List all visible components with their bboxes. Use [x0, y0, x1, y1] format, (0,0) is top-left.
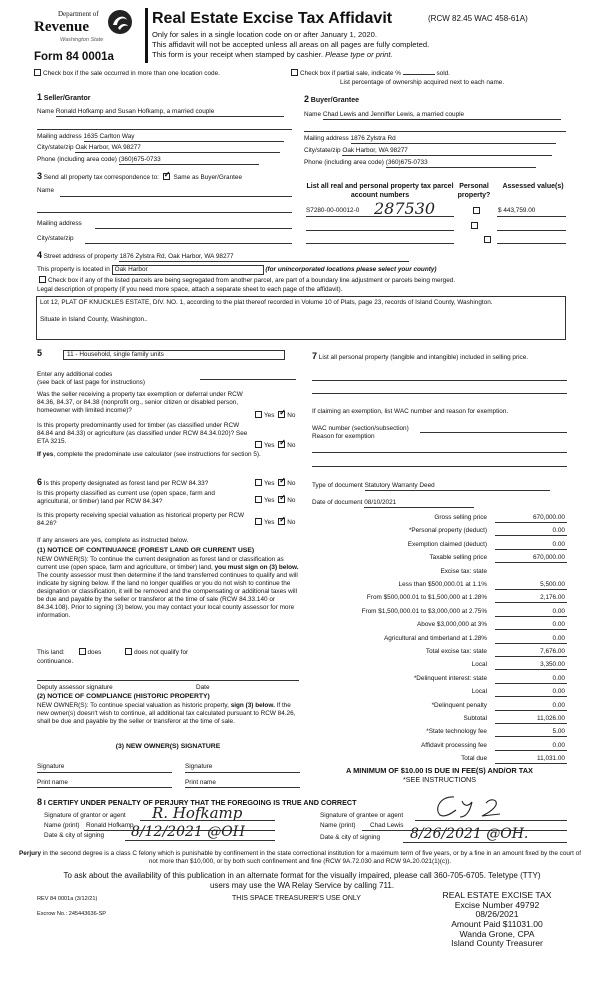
tax-row-label: Exemption claimed (deduct): [407, 540, 487, 548]
grantee-sig-line[interactable]: [415, 820, 567, 821]
wac-line[interactable]: [420, 432, 567, 433]
exemption-label: If claiming an exemption, list WAC number and reason for exemption.: [312, 408, 509, 415]
tax-row-label: Gross selling price: [434, 514, 487, 521]
perjury-notice: Perjury in the second degree is a class C felony which is punishable by confinement in the state correctional institution for a maximum term of five years, or by a fine in an amount fixed by the court of not more than $10,000, or by both such confinement and fine (RCW 9A.72.030 and RCW 9A.20.021(1)(c)).: [19, 850, 581, 865]
section3-mailing-row: Mailing address: [37, 220, 82, 227]
historic-no-checkbox[interactable]: [278, 518, 285, 525]
new-owner-sig-heading: (3) NEW OWNER(S) SIGNATURE: [115, 743, 221, 750]
tax-row: [312, 567, 567, 579]
assessed-line-3: [497, 243, 566, 244]
historic-heading: (2) NOTICE OF COMPLIANCE (HISTORIC PROPERTY): [37, 693, 210, 700]
tax-row-value[interactable]: 7,676.00: [495, 648, 567, 657]
tax-row-label: Less than $500,000.01 at 1.1%: [398, 581, 487, 588]
location-select[interactable]: Oak Harbor: [112, 265, 264, 275]
escrow-number: Escrow No.: 245443636-SP: [37, 911, 107, 917]
grantee-name-label: Name (print): [320, 822, 356, 829]
segregated-check: Check box if any of the listed parcels are being segregated from another parcel, are part of a boundary line adjustment or parcels being merged.: [37, 276, 577, 285]
grantor-signature: R. Hofkamp: [152, 804, 243, 822]
form-rcw: (RCW 82.45 WAC 458-61A): [428, 14, 528, 23]
new-owner-sig-line-2[interactable]: [185, 772, 300, 773]
doc-type-row: Type of document Statutory Warranty Deed: [312, 482, 550, 491]
parcel-line-2: [306, 230, 454, 231]
tax-row-value[interactable]: 5.00: [495, 728, 567, 737]
new-owner-sig-1: Signature: [37, 763, 65, 770]
tax-row-label: Taxable selling price: [429, 554, 487, 562]
section3-city-row: City/state/zip: [37, 235, 74, 242]
section4-street: 4 Street address of property 1876 Zylstra Rd, Oak Harbor, WA 98277: [37, 250, 409, 262]
assessed-line-1: [497, 216, 566, 217]
tax-row: [312, 701, 567, 713]
doc-date-field[interactable]: 08/10/2021: [364, 499, 474, 508]
tax-row: [312, 593, 567, 605]
tax-row: [312, 553, 567, 565]
section8-heading: 8 I CERTIFY UNDER PENALTY OF PERJURY THAT THE FOREGOING IS TRUE AND CORRECT: [37, 797, 357, 807]
parcel-col1-header: List all real and personal property tax parcel account numbers: [306, 183, 454, 199]
grantor-name-label: Name (print): [44, 822, 80, 829]
buyer-heading: 2 Buyer/Grantee: [304, 94, 360, 104]
parcel-col2-header: Personal property?: [457, 183, 491, 199]
tax-row-label: From $500,000.01 to $1,500,000 at 1.28%: [366, 594, 487, 602]
section5-heading: 5: [37, 348, 43, 358]
tax-row-label: Affidavit processing fee: [421, 741, 487, 749]
q2-no-checkbox[interactable]: [278, 441, 285, 448]
deputy-signature-line[interactable]: [37, 680, 299, 681]
buyer-name-field[interactable]: Chad Lewis and Jenniffer Lewis, a married couple: [323, 111, 561, 120]
tax-row-label: *Personal property (deduct): [408, 527, 487, 535]
buyer-extra-line: [304, 131, 566, 132]
forest-no-checkbox[interactable]: [278, 479, 285, 486]
legal-label: Legal description of property (if you need more space, attach a separate sheet to each page of the affidavit).: [37, 286, 343, 293]
doc-date-row: Date of document 08/10/2021: [312, 499, 474, 508]
tax-row: [312, 754, 567, 766]
tax-row-label: Total excise tax: state: [425, 648, 487, 655]
personal-property-line-1[interactable]: [312, 380, 567, 381]
personal-property-checkbox-1[interactable]: [473, 207, 480, 214]
seller-heading: 1 Seller/Grantor: [37, 92, 91, 102]
tax-row-value[interactable]: 0.00: [495, 635, 567, 644]
use-code-select[interactable]: 11 - Household, single family units: [63, 350, 285, 360]
personal-property-checkbox-2[interactable]: [471, 222, 478, 229]
q2-yes-checkbox[interactable]: [255, 441, 262, 448]
tax-row-value[interactable]: 2,176.00: [495, 594, 567, 603]
header-line3-italic: Please type or print.: [325, 50, 393, 59]
tax-row: [312, 513, 567, 525]
section3-name-row: Name: [37, 187, 55, 194]
alt-format-notice: To ask about the availability of this publication in an alternate format for the visually impaired, please call 360-705-6705. Teletype (TTY) users may use the WA Relay Service by calling 711.: [63, 871, 541, 890]
form-number: Form 84 0001a: [34, 51, 114, 63]
legal-description-2: Situate in Island County, Washington..: [40, 316, 148, 323]
header-line2: This affidavit will not be accepted unless all areas on all pages are fully completed.: [152, 40, 430, 49]
grantor-date[interactable]: 8/12/2021 @OH: [131, 824, 245, 840]
seller-phone-row: Phone (including area code) (360)675-0733: [37, 156, 292, 165]
dept-revenue: Revenue: [34, 19, 89, 35]
continuance-word: continuance.: [37, 658, 74, 665]
grantee-date-label: Date & city of signing: [320, 834, 381, 841]
header-divider: [145, 8, 148, 63]
form-title: Real Estate Excise Tax Affidavit: [152, 10, 393, 27]
revenue-swirl-icon: [106, 8, 134, 36]
tax-row-value[interactable]: 0.00: [495, 621, 567, 630]
tax-row: [312, 674, 567, 686]
section5-q2-answer: Yes ✓ No: [253, 441, 295, 450]
street-address-field[interactable]: 1876 Zylstra Rd, Oak Harbor, WA 98277: [119, 253, 409, 262]
tax-row-label: Above $3,000,000 at 3%: [417, 621, 487, 629]
wac-label: WAC number (section/subsection): [312, 425, 409, 432]
grantee-signature: [430, 793, 525, 819]
section5-if-yes: If yes, complete the predominate use calculator (see instructions for section 5).: [37, 451, 261, 458]
grantee-date-line: [403, 842, 567, 843]
same-as-buyer-checkbox[interactable]: [163, 173, 170, 180]
seller-mailing-row: Mailing address 1635 Carlton Way: [37, 133, 292, 142]
section6-q1: 6 Is this property designated as forest land per RCW 84.33?: [37, 477, 209, 487]
reason-line-1[interactable]: [312, 452, 567, 453]
personal-property-checkbox-3[interactable]: [484, 236, 491, 243]
q1-yes-checkbox[interactable]: [255, 411, 262, 418]
parcel-line-1: [306, 216, 454, 217]
tax-row: [312, 660, 567, 672]
header-line3: This form is your receipt when stamped by cashier. Please type or print.: [152, 50, 393, 59]
land-does-checkbox[interactable]: [79, 648, 86, 655]
land-does-not-checkbox[interactable]: [125, 648, 132, 655]
buyer-phone-field[interactable]: (360)675-0733: [386, 159, 536, 168]
section3-city-line: [85, 243, 292, 244]
tax-row: [312, 714, 567, 726]
tax-row-value[interactable]: 11,031.00: [495, 755, 567, 764]
additional-codes: Enter any additional codes (see back of last page for instructions): [37, 371, 145, 386]
section6-q1-answer: Yes ✓ No: [253, 479, 295, 488]
section5-q1-answer: Yes ✓ No: [253, 411, 295, 420]
segregated-checkbox[interactable]: [39, 276, 46, 283]
tax-row-value[interactable]: 5,500.00: [495, 581, 567, 590]
section6-q3: Is this property receiving special valuation as historical property per RCW 84.26?: [37, 512, 245, 527]
new-owner-print-line-1[interactable]: [37, 787, 172, 788]
grantor-name[interactable]: Ronald Hofkamp: [86, 822, 134, 829]
section6-q3-answer: Yes ✓ No: [253, 518, 295, 527]
doc-type-field[interactable]: Statutory Warranty Deed: [365, 482, 550, 491]
section4-located: This property is located in Oak Harbor (for unincorporated locations please select your county): [37, 266, 437, 273]
parcel-number[interactable]: S7280-00-00012-0: [306, 207, 360, 214]
tax-row: [312, 526, 567, 538]
new-owner-sig-2: Signature: [185, 763, 213, 770]
tax-row-value[interactable]: 670,000.00: [495, 554, 567, 563]
tax-row-label: Subtotal: [463, 715, 487, 722]
tax-row: [312, 580, 567, 592]
tax-row-value[interactable]: 0.00: [495, 675, 567, 684]
new-owner-print-line-2[interactable]: [185, 787, 300, 788]
seller-city-field[interactable]: Oak Harbor, WA 98277: [75, 144, 280, 153]
new-owner-print-1: Print name: [37, 779, 68, 786]
tax-row-value[interactable]: 0.00: [495, 742, 567, 751]
tax-row: [312, 634, 567, 646]
see-instructions: *SEE INSTRUCTIONS: [402, 775, 477, 784]
q1-no-checkbox[interactable]: [278, 411, 285, 418]
multi-location-checkbox[interactable]: [34, 69, 41, 76]
parcel-handwritten: 287530: [374, 199, 436, 218]
seller-extra-line: [37, 129, 292, 130]
continuance-body: NEW OWNER(S): To continue the current designation as forest land or classification as current use (open space, farm and agriculture, or timber) land, you must sign on (3) below. The county assessor must then determine if the land transferred continues to qualify and will indicate by signing below. If the land no longer qualifies or you do not wish to continue the designation or classification, it will be removed and the compensating or additional taxes will be due and payable by the seller or transferor at the time of sale (RCW 84.33.140 or 84.34.108). Prior to signing (3) below, you may contact your local county assessor for more information.: [37, 556, 299, 619]
minimum-due: A MINIMUM OF $10.00 IS DUE IN FEE(S) AND/OR TAX: [346, 766, 533, 775]
partial-percent-field[interactable]: [403, 74, 435, 75]
parcel-col3-header: Assessed value(s): [502, 183, 564, 190]
assessed-line-2: [497, 230, 566, 231]
tax-row: [312, 607, 567, 619]
buyer-mailing-field[interactable]: 1876 Zylstra Rd: [351, 135, 556, 144]
multi-location-check[interactable]: Check box if the sale occurred in more than one location code.: [32, 69, 220, 78]
tax-row-value[interactable]: 670,000.00: [495, 514, 567, 523]
grantor-date-label: Date & city of signing: [44, 832, 105, 839]
section3-name-line2: [37, 212, 292, 213]
reason-label: Reason for exemption: [312, 433, 375, 440]
revenue-logo: [34, 8, 144, 48]
legal-description-box[interactable]: [36, 296, 566, 340]
legal-description-1: Lot 12, PLAT OF KNUCKLES ESTATE, DIV. NO. 1, according to the plat thereof recorded in Volume 10 of Plats, page 23, records of Island County, Washington.: [40, 299, 493, 306]
tax-row-label: Local: [471, 661, 487, 669]
grantor-date-line: [125, 840, 275, 841]
tax-row: [312, 540, 567, 552]
tax-row: [312, 727, 567, 739]
assessed-value-1[interactable]: $ 443,759.00: [498, 207, 536, 214]
tax-row: [312, 620, 567, 632]
tax-row-value[interactable]: 0.00: [495, 608, 567, 617]
new-owner-sig-line-1[interactable]: [37, 772, 172, 773]
seller-city-row: City/state/zip Oak Harbor, WA 98277: [37, 144, 292, 153]
deputy-date-label: Date: [196, 684, 210, 691]
section3-name-line: [60, 196, 292, 197]
tax-row-value[interactable]: 0.00: [495, 702, 567, 711]
parcel-line-3: [306, 243, 454, 244]
seller-name-field[interactable]: Ronald Hofkamp and Susan Hofkamp, a married couple: [56, 108, 284, 117]
personal-property-line-2[interactable]: [312, 393, 567, 394]
partial-sale-checkbox[interactable]: [291, 69, 298, 76]
buyer-name-row: Name Chad Lewis and Jenniffer Lewis, a married couple: [304, 111, 566, 120]
buyer-city-field[interactable]: Oak Harbor, WA 98277: [342, 147, 552, 156]
tax-row-label: *Delinquent penalty: [431, 701, 487, 709]
tax-row: [312, 647, 567, 659]
tax-row-value[interactable]: 0.00: [495, 688, 567, 697]
current-use-no-checkbox[interactable]: [278, 496, 285, 503]
this-land-row: This land: does does not qualify for: [37, 649, 189, 656]
tax-row-value[interactable]: 3,350.00: [495, 661, 567, 670]
tax-row: [312, 741, 567, 753]
seller-phone-field[interactable]: (360)675-0733: [119, 156, 259, 165]
tax-row-label: From $1,500,000.01 to $3,000,000 at 2.75%: [361, 607, 487, 615]
tax-row: [312, 687, 567, 699]
dept-line: Department of: [58, 10, 99, 18]
continuance-heading: (1) NOTICE OF CONTINUANCE (FOREST LAND OR CURRENT USE): [37, 547, 255, 554]
section3-heading: 3 Send all property tax correspondence to: ✓ Same as Buyer/Grantee: [37, 171, 242, 182]
historic-body: NEW OWNER(S): To continue special valuation as historic property, sign (3) below. If the new owner(s) doesn't wish to continue, all additional tax calculated pursuant to RCW 84.26, shall be due and payable by the seller or transferor at the time of sale.: [37, 702, 296, 725]
partial-note: List percentage of ownership acquired next to each name.: [340, 79, 505, 86]
grantee-date[interactable]: 8/26/2021 @OH.: [410, 826, 529, 842]
tax-row-label: Local: [471, 688, 487, 696]
tax-row-value[interactable]: 0.00: [495, 541, 567, 550]
buyer-phone-row: Phone (including area code) (360)675-0733: [304, 159, 566, 168]
section5-q2: Is this property predominantly used for timber (as classified under RCW 84.84 and 84.33) or agriculture (as classified under RCW 84.34.020)? See ETA 3215.: [37, 422, 248, 445]
header-line1: Only for sales in a single location code on or after January 1, 2020.: [152, 30, 377, 39]
buyer-city-row: City/state/zip Oak Harbor, WA 98277: [304, 147, 566, 156]
seller-mailing-field[interactable]: 1635 Carlton Way: [84, 133, 284, 142]
section6-any-yes: If any answers are yes, complete as instructed below.: [37, 537, 189, 544]
grantee-name[interactable]: Chad Lewis: [370, 822, 404, 829]
tax-row-label: *Delinquent interest: state: [413, 674, 487, 682]
section3-mailing-line: [95, 228, 292, 229]
partial-sale-check[interactable]: Check box if partial sale, indicate % sold.: [289, 69, 450, 78]
tax-row-label: Excise tax: state: [440, 567, 487, 575]
deputy-label: Deputy assessor signature: [37, 684, 113, 691]
additional-codes-line: [200, 379, 296, 380]
dept-state: Washington State: [60, 37, 104, 43]
tax-row-label: *State technology fee: [426, 728, 487, 736]
tax-row-label: Total due: [461, 755, 487, 763]
section7-heading: 7 List all personal property (tangible and intangible) included in selling price.: [312, 351, 529, 361]
buyer-mailing-row: Mailing address 1876 Zylstra Rd: [304, 135, 566, 144]
treasurer-use-label: THIS SPACE TREASURER'S USE ONLY: [232, 895, 361, 902]
reason-line-2[interactable]: [312, 466, 567, 467]
treasurer-stamp: REAL ESTATE EXCISE TAX Excise Number 49792 08/26/2021 Amount Paid $11031.00 Wanda Grone, CPA Island County Treasurer: [442, 890, 552, 949]
forest-yes-checkbox[interactable]: [255, 479, 262, 486]
current-use-yes-checkbox[interactable]: [255, 496, 262, 503]
rev-number: REV 84 0001a (3/12/21): [37, 896, 98, 902]
tax-row-label: Agricultural and timberland at 1.28%: [383, 634, 487, 642]
tax-row-value[interactable]: 11,026.00: [495, 715, 567, 724]
section6-q2-answer: Yes ✓ No: [253, 496, 295, 505]
tax-row-value[interactable]: 0.00: [495, 527, 567, 536]
grantee-sig-label: Signature of grantee or agent: [320, 812, 404, 819]
historic-yes-checkbox[interactable]: [255, 518, 262, 525]
new-owner-print-2: Print name: [185, 779, 216, 786]
grantor-sig-label: Signature of grantor or agent: [44, 812, 126, 819]
section5-q1: Was the seller receiving a property tax exemption or deferral under RCW 84.36, 84.37, or 84.38 (nonprofit org., senior citizen or disabled person, homeowner with limited income)?: [37, 391, 243, 414]
seller-name-row: Name Ronald Hofkamp and Susan Hofkamp, a married couple: [37, 108, 292, 117]
section6-q2: Is this property classified as current use (open space, farm and agricultural, or timber) land per RCW 84.34?: [37, 490, 215, 505]
